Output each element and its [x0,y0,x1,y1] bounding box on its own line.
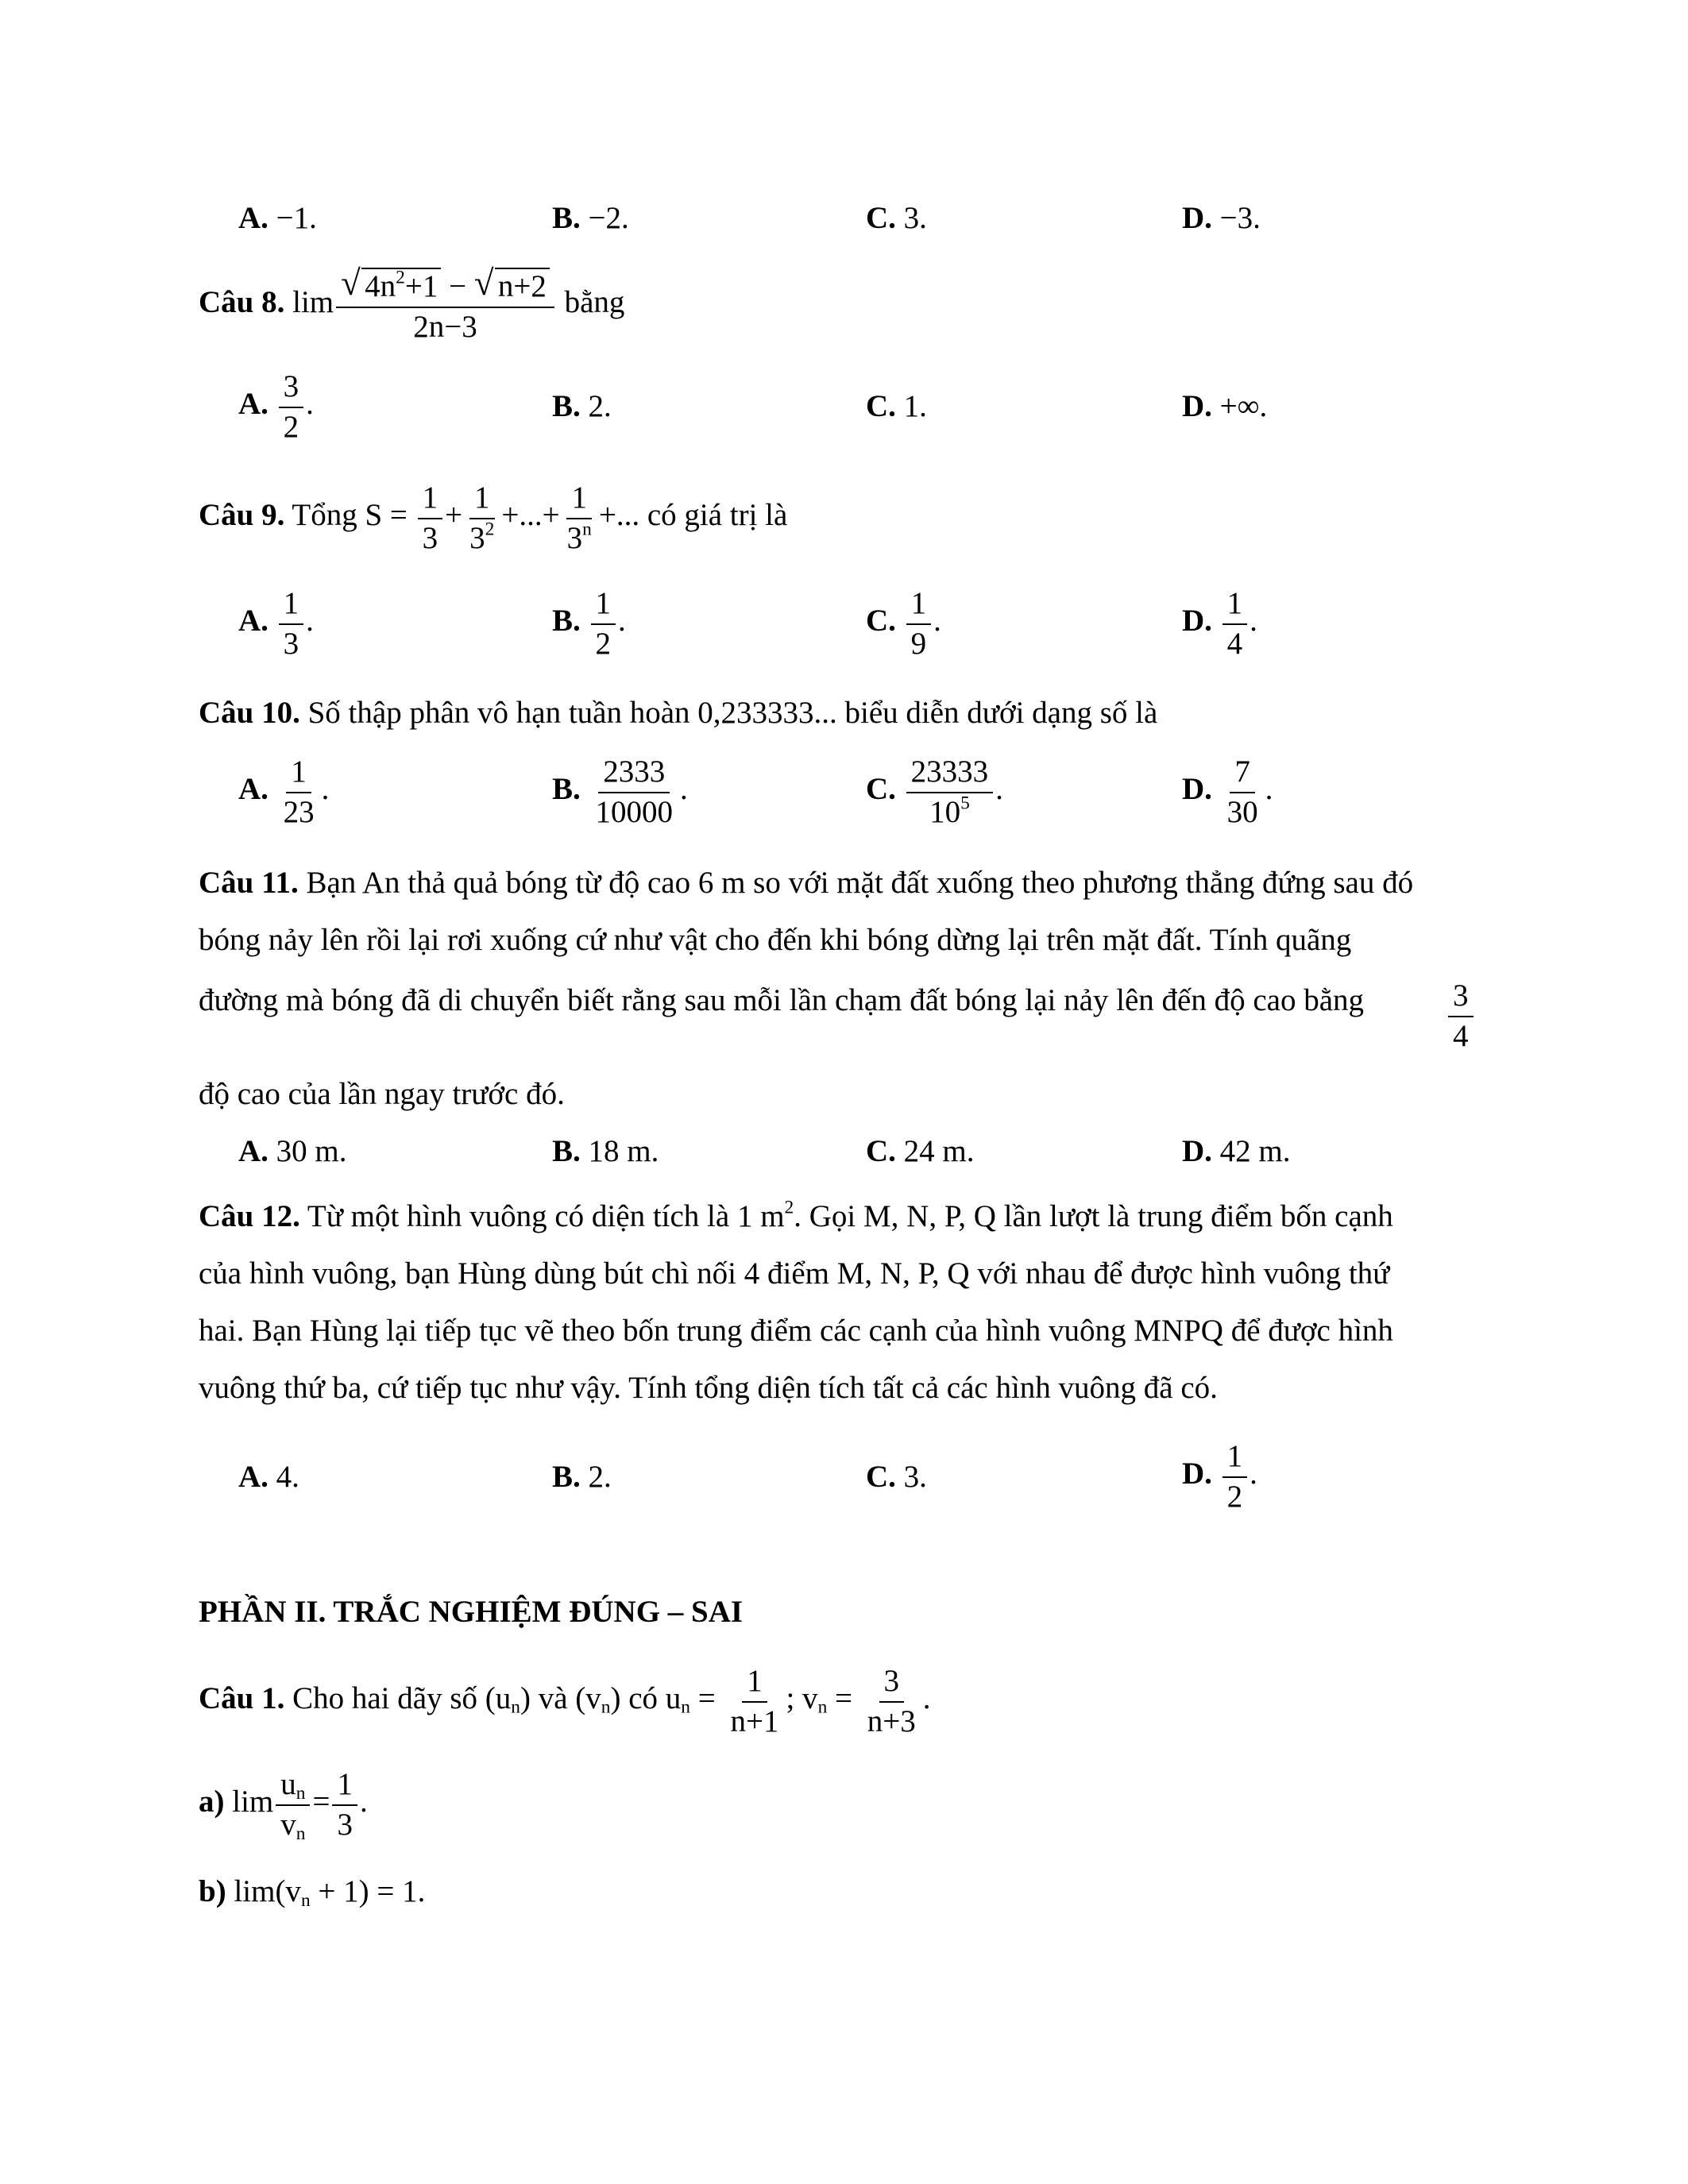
q11-line-1: Câu 11. Bạn An thả quả bóng từ độ cao 6 m so với mặt đất xuống theo phương thẳng đứng sau đó [199,866,1414,900]
q12-option-d: D. $\frac{1}{2}$ . [1182,1439,1257,1514]
q9-option-b: B. $\frac{1}{2}$ . [552,586,626,661]
q7-option-a: A. −1. [238,201,317,235]
q9-option-d: D. $\frac{1}{4}$ . [1182,586,1257,661]
q10-option-c: C. $\frac{23333}{10^5}$ . [866,754,1003,829]
q8-option-d: D. +∞. [1182,389,1268,423]
q12-line-3: hai. Bạn Hùng lại tiếp tục vẽ theo bốn trung điểm các cạnh của hình vuông MNPQ để được hình [199,1314,1393,1348]
q10-option-a: A. $\frac{1}{23}$ . [238,754,330,829]
part2-q1-a: a) lim $\frac{u_n}{v_n}$ = $\frac{1}{3}$ . [199,1767,368,1844]
q10-option-d: D. $\frac{7}{30}$ . [1182,754,1273,829]
q9-stem: Câu 9. Tổng S = $\frac{1}{3}$ + $\frac{1}{3^2}$ +...+ $\frac{1}{3^n}$ +... có giá trị là [199,480,788,555]
q11-fraction: $\frac{3}{4}$ [1446,978,1476,1053]
q8-stem: Câu 8. lim √ $\frac{4n^2+1 - √ n+2}{2n-3}$ bằng [199,266,624,344]
q8-option-a: A. $\frac{3}{2}$ . [238,369,314,444]
q9-option-c: C. $\frac{1}{9}$ . [866,586,941,661]
q11-option-b: B. 18 m. [552,1134,659,1168]
q12-option-b: B. 2. [552,1460,612,1494]
q10-option-b: B. $\frac{2333}{10000}$ . [552,754,688,829]
q11-line-3: đường mà bóng đã di chuyển biết rằng sau mỗi lần chạm đất bóng lại nảy lên đến độ cao bằng [199,983,1365,1017]
q7-option-d: D. −3. [1182,201,1261,235]
q10-stem: Câu 10. Số thập phân vô hạn tuần hoàn 0,233333... biểu diễn dưới dạng số là [199,696,1158,730]
q12-line-1: Câu 12. Từ một hình vuông có diện tích là 1 $m^2$. Gọi M, N, P, Q lần lượt là trung điểm bốn cạnh [199,1197,1393,1233]
q12-line-2: của hình vuông, bạn Hùng dùng bút chì nối 4 điểm M, N, P, Q với nhau để được hình vuông thứ [199,1256,1390,1291]
part2-q1-b: b) $\lim(v_n + 1) = 1$. [199,1874,426,1911]
part2-q1-stem: Câu 1. Cho hai dãy số $(u_n)$ và $(v_n)$ có $u_n$ = $\frac{1}{n+1}$ ; $v_n$ = $\frac{3}{n+3}$ . [199,1664,931,1738]
q7-option-b: B. −2. [552,201,629,235]
q12-line-4: vuông thứ ba, cứ tiếp tục như vậy. Tính tổng diện tích tất cả các hình vuông đã có. [199,1371,1218,1405]
section-heading: PHẦN II. TRẮC NGHIỆM ĐÚNG – SAI [199,1595,744,1629]
q8-option-b: B. 2. [552,389,612,423]
q11-option-a: A. 30 m. [238,1134,347,1168]
q12-option-a: A. 4. [238,1460,299,1494]
q11-line-2: bóng nảy lên rồi lại rơi xuống cứ như vật cho đến khi bóng dừng lại trên mặt đất. Tính quãng [199,923,1352,957]
q7-option-c: C. 3. [866,201,927,235]
q11-line-4: độ cao của lần ngay trước đó. [199,1077,565,1111]
q12-option-c: C. 3. [866,1460,927,1494]
q8-option-c: C. 1. [866,389,927,423]
q11-option-c: C. 24 m. [866,1134,975,1168]
q8-fraction: √ $\frac{4n^2+1 - √ n+2}{2n-3}$ [336,266,554,344]
q9-option-a: A. $\frac{1}{3}$ . [238,586,314,661]
q11-option-d: D. 42 m. [1182,1134,1291,1168]
